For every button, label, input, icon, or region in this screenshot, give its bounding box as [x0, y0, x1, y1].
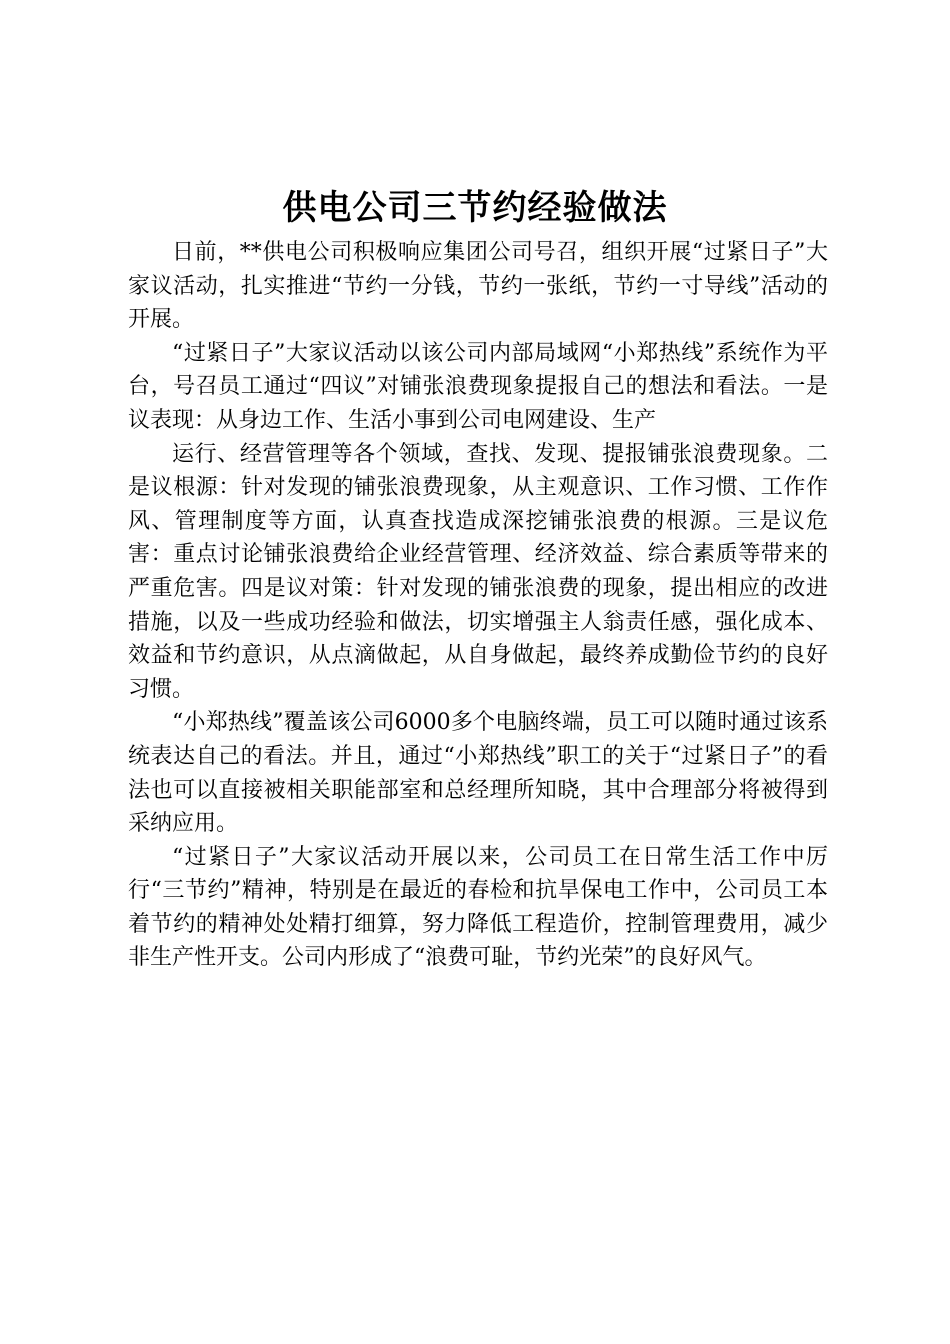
paragraph-results: “过紧日子”大家议活动开展以来，公司员工在日常生活工作中厉行“三节约”精神，特别是在最近的春检和抗旱保电工作中，公司员工本着节约的精神处处精打细算，努力降低工程造价，控制管理费用，减少非生产性开支。公司内形成了“浪费可耻，节约光荣”的良好风气。 [128, 844, 828, 971]
paragraph-hotline: “小郑热线”覆盖该公司6000多个电脑终端，员工可以随时通过该系统表达自己的看法。并且，通过“小郑热线”职工的关于“过紧日子”的看法也可以直接被相关职能部室和总经理所知晓，其中合理部分将被得到采纳应用。 [128, 710, 828, 837]
paragraph-intro: 日前，**供电公司积极响应集团公司号召，组织开展“过紧日子”大家议活动，扎实推进“节约一分钱，节约一张纸，节约一寸导线”活动的开展。 [128, 240, 828, 333]
paragraph-four-discussions: 运行、经营管理等各个领域，查找、发现、提报铺张浪费现象。二是议根源：针对发现的铺张浪费现象，从主观意识、工作习惯、工作作风、管理制度等方面，认真查找造成深挖铺张浪费的根源。三是议危害：重点讨论铺张浪费给企业经营管理、经济效益、综合素质等带来的严重危害。四是议对策：针对发现的铺张浪费的现象，提出相应的改进措施，以及一些成功经验和做法，切实增强主人翁责任感，强化成本、效益和节约意识，从点滴做起，从自身做起，最终养成勤俭节约的良好习惯。 [128, 441, 828, 702]
document-title: 供电公司三节约经验做法 [282, 188, 668, 228]
document-body [128, 236, 828, 975]
paragraph-platform: “过紧日子”大家议活动以该公司内部局域网“小郑热线”系统作为平台，号召员工通过“四议”对铺张浪费现象提报自己的想法和看法。一是议表现：从身边工作、生活小事到公司电网建设、生产 [128, 340, 828, 433]
